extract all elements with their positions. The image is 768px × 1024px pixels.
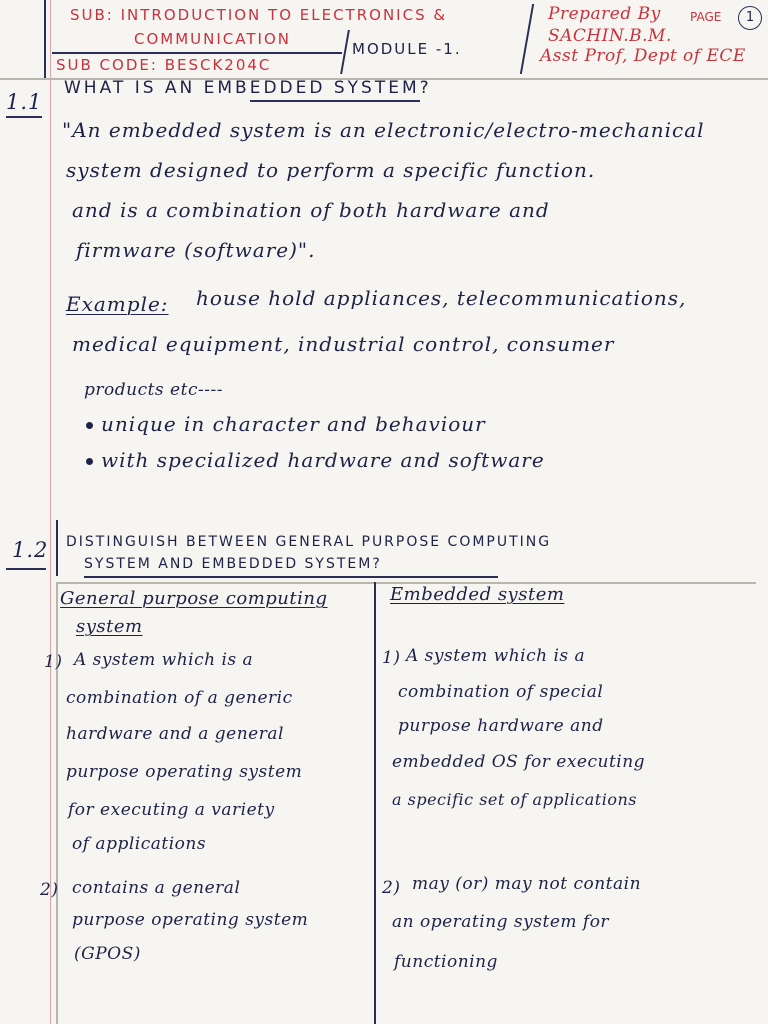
bullet-dot: [86, 422, 93, 429]
definition-line-4: firmware (software)".: [76, 238, 316, 262]
header-left-border: [44, 0, 46, 78]
right-item-marker: 2): [382, 878, 401, 898]
author-designation: Asst Prof, Dept of ECE: [540, 46, 746, 66]
left-item-line: contains a general: [72, 878, 241, 898]
bullet-dot: [86, 458, 93, 465]
left-item-line: purpose operating system: [66, 762, 303, 782]
left-item-line: of applications: [72, 834, 207, 854]
left-item-line: combination of a generic: [66, 688, 293, 708]
left-column-title-line-2: system: [76, 616, 143, 637]
section-2-heading-line-2: SYSTEM AND EMBEDDED SYSTEM?: [84, 556, 382, 572]
left-item-marker: 2): [40, 880, 59, 900]
left-item-line: for executing a variety: [68, 800, 275, 820]
left-item-line: A system which is a: [74, 650, 254, 670]
right-item-line: an operating system for: [392, 912, 610, 932]
example-line-1: house hold appliances, telecommunications,: [196, 286, 687, 310]
bullet-text: unique in character and behaviour: [101, 412, 486, 436]
section-2-number-underline: [6, 568, 46, 570]
left-item-line: purpose operating system: [72, 910, 309, 930]
section-2-number: 1.2: [12, 538, 49, 562]
subject-line-2: COMMUNICATION: [134, 30, 291, 48]
left-item-marker: 1): [44, 652, 63, 672]
definition-line-1: "An embedded system is an electronic/electro-mechanical: [62, 118, 705, 142]
right-item-line: may (or) may not contain: [412, 874, 642, 894]
right-item-line: purpose hardware and: [398, 716, 604, 736]
page-number: 1: [738, 6, 762, 30]
section-2-heading-underline: [84, 576, 498, 578]
table-column-divider: [374, 582, 376, 1024]
right-item-line: combination of special: [398, 682, 604, 702]
section-1-heading-underline: [250, 100, 420, 102]
prepared-by: Prepared By: [548, 4, 661, 24]
definition-line-2: system designed to perform a specific function.: [66, 158, 596, 182]
example-line-3: products etc----: [84, 380, 223, 400]
bullet-text: with specialized hardware and software: [101, 448, 545, 472]
right-item-line: A system which is a: [406, 646, 586, 666]
section-1-number: 1.1: [6, 90, 43, 114]
right-item-line: a specific set of applications: [392, 790, 637, 809]
margin-line: [50, 0, 51, 1024]
right-item-line: embedded OS for executing: [392, 752, 646, 772]
right-item-line: functioning: [394, 952, 498, 972]
left-item-line: (GPOS): [74, 944, 141, 964]
definition-line-3: and is a combination of both hardware and: [72, 198, 550, 222]
section-1-number-underline: [6, 116, 42, 118]
page-label: PAGE: [690, 10, 722, 24]
module-label: MODULE -1.: [352, 40, 462, 58]
right-item-marker: 1): [382, 648, 401, 668]
section-2-left-border: [56, 520, 58, 576]
right-column-title: Embedded system: [390, 584, 565, 605]
bullet-item: [86, 448, 545, 472]
subject-line-1: SUB: INTRODUCTION TO ELECTRONICS &: [70, 6, 448, 24]
left-column-title: General purpose computing: [60, 588, 328, 609]
module-box-right: [520, 4, 534, 74]
section-2-heading-line-1: DISTINGUISH BETWEEN GENERAL PURPOSE COMPUTING: [66, 534, 552, 550]
header-divider: [52, 52, 342, 54]
sub-code: SUB CODE: BESCK204C: [56, 56, 272, 74]
table-left-border: [56, 582, 58, 1024]
author-name: SACHIN.B.M.: [548, 26, 672, 46]
example-label: Example:: [66, 292, 169, 316]
section-1-heading: WHAT IS AN EMBEDDED SYSTEM?: [64, 78, 432, 98]
bullet-item: [86, 412, 486, 436]
example-line-2: medical equipment, industrial control, consumer: [72, 332, 615, 356]
left-item-line: hardware and a general: [66, 724, 284, 744]
